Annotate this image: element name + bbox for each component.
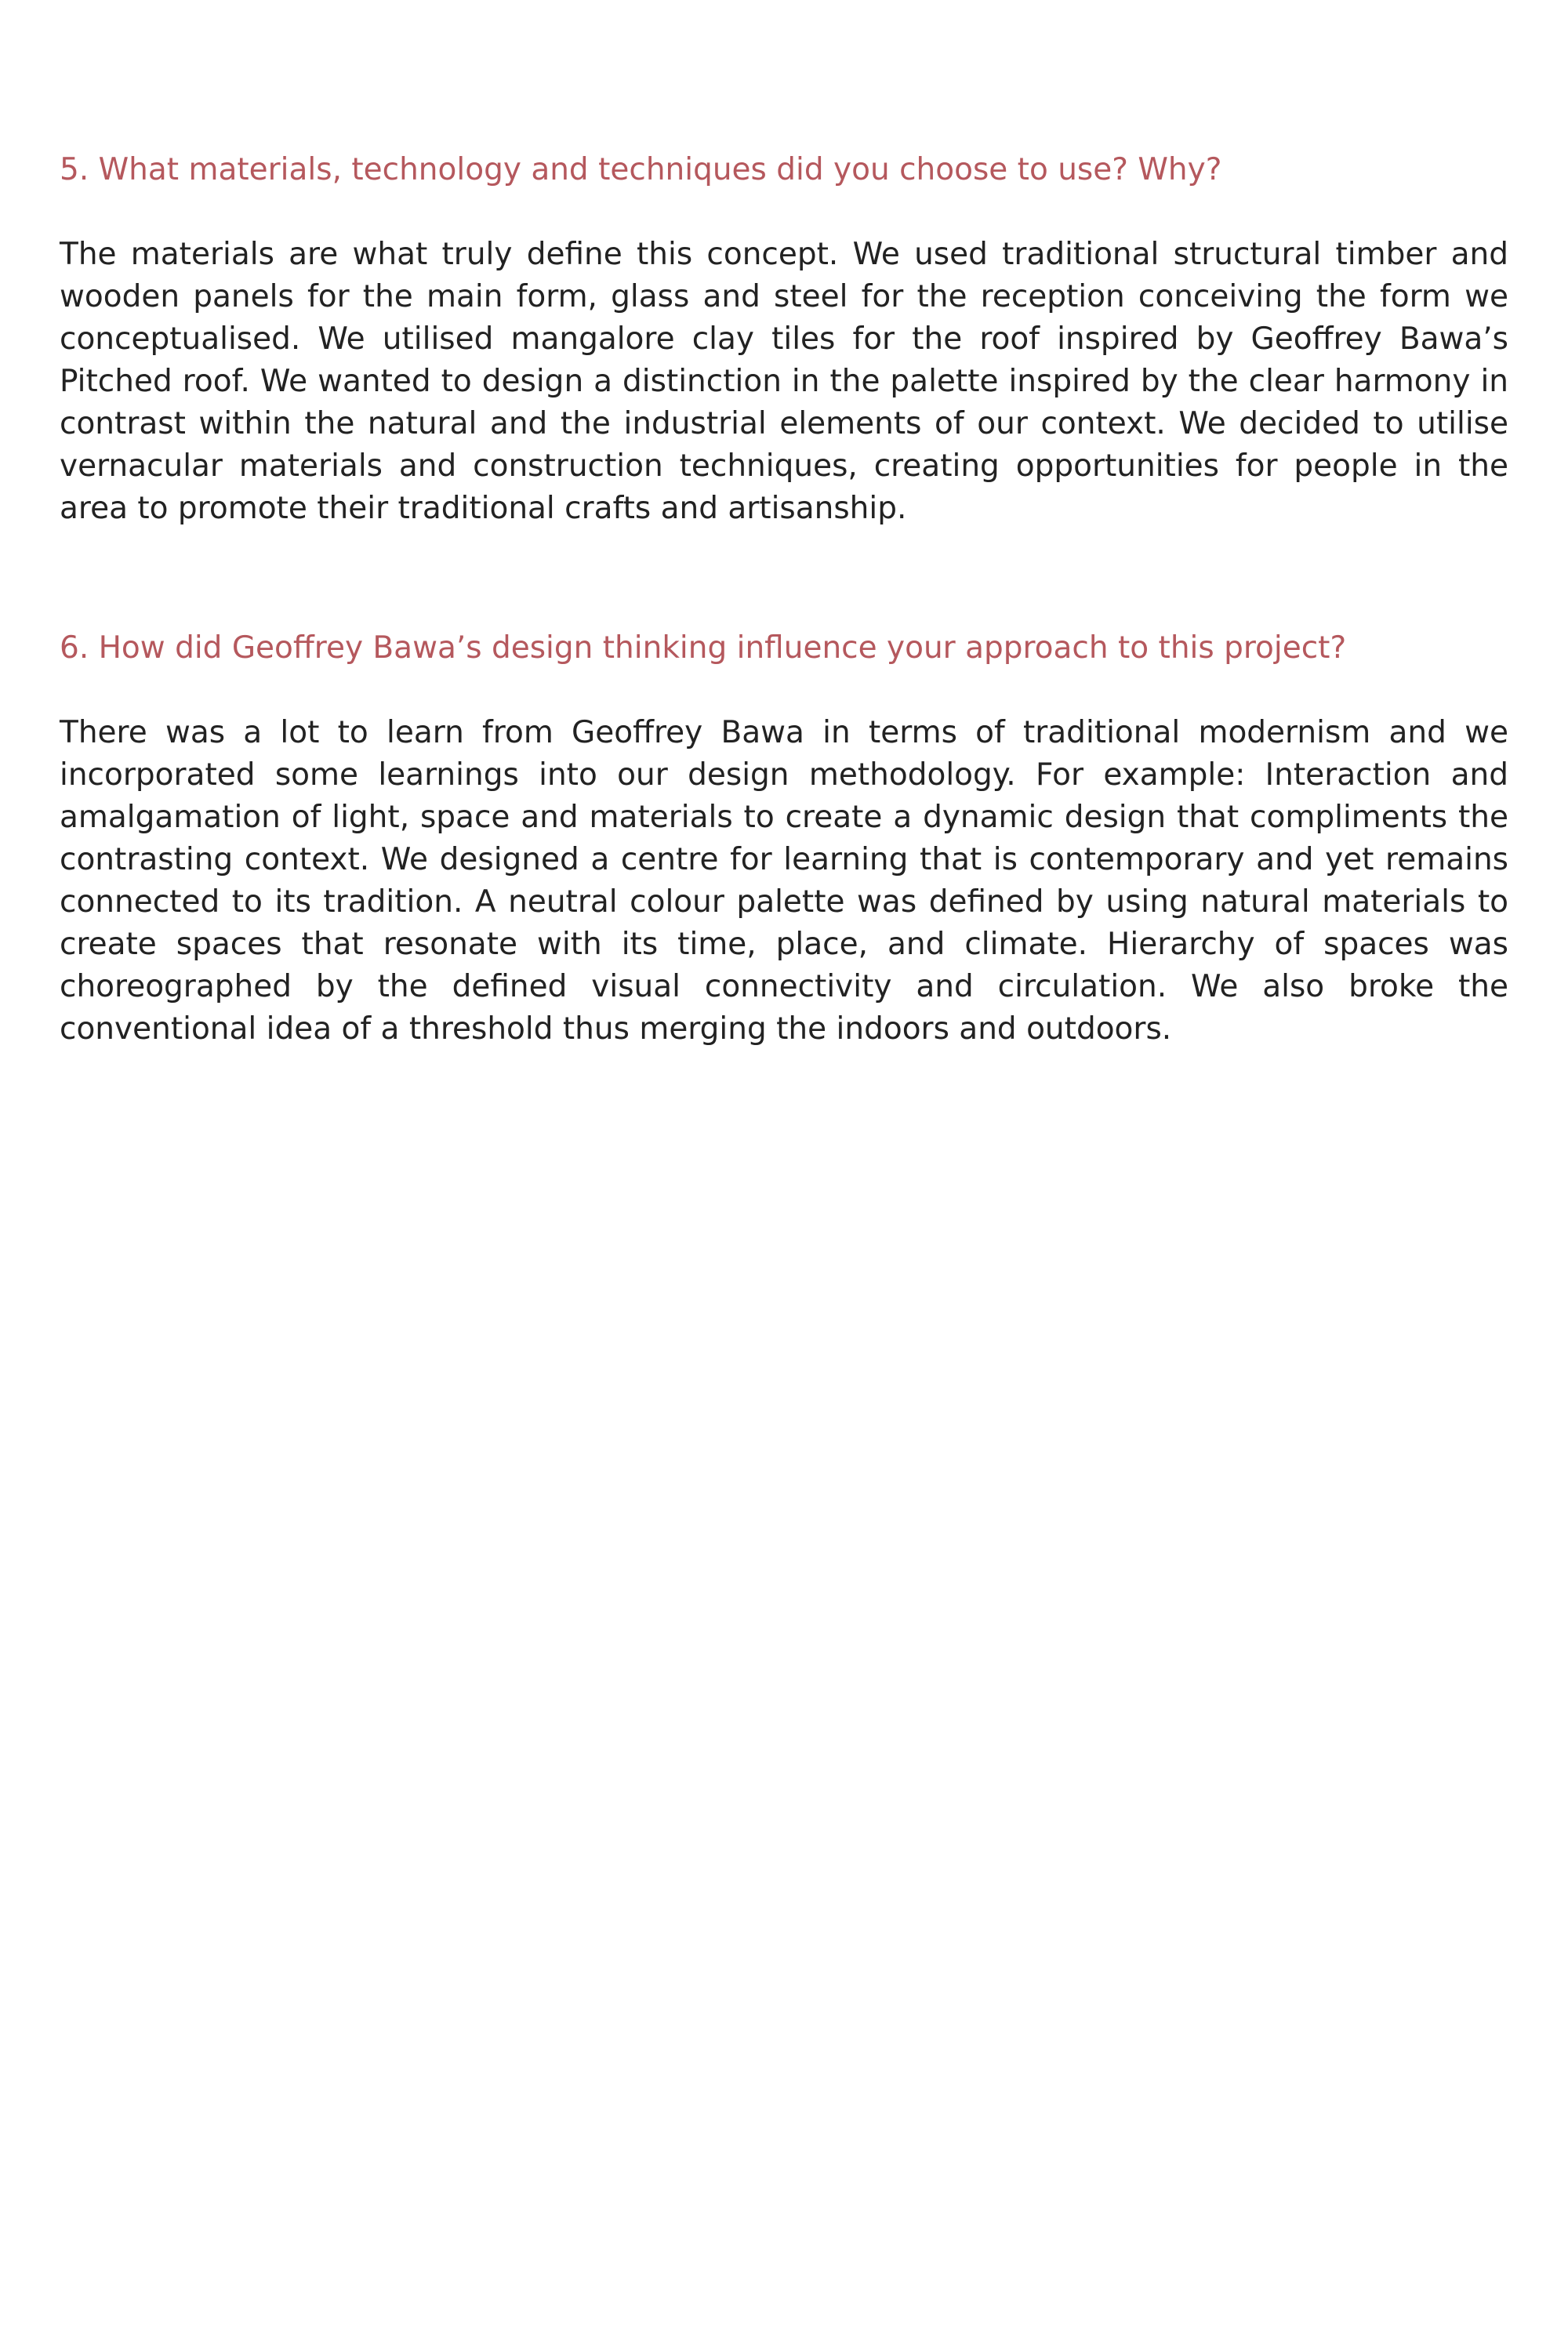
qa-section-5	[60, 149, 1508, 530]
question-heading: 6. How did Geoffrey Bawa’s design thinking influence your approach to this project?	[60, 630, 1347, 666]
answer-paragraph: The materials are what truly define this concept. We used traditional structural timber and wooden panels for the main form, glass and steel for the reception conceiving the form we conceptualised. We utilised mangalore clay tiles for the roof inspired by Geoffrey Bawa’s Pitched roof. We wanted to design a distinction in the palette inspired by the clear harmony in contrast within the natural and the industrial elements of our context. We decided to utilise vernacular materials and construction techniques, creating opportunities for people in the area to promote their traditional crafts and artisanship.	[60, 237, 1508, 526]
answer-paragraph: There was a lot to learn from Geoffrey Bawa in terms of traditional modernism and we incorporated some learnings into our design methodology. For example: Interaction and amalgamation of light, space and materials to create a dynamic design that compliments the contrasting context. We designed a centre for learning that is contemporary and yet remains connected to its tradition. A neutral colour palette was defined by using natural materials to create spaces that resonate with its time, place, and climate. Hierarchy of spaces was choreographed by the defined visual connectivity and circulation. We also broke the conventional idea of a threshold thus merging the indoors and outdoors.	[60, 715, 1508, 1047]
qa-section-6	[60, 627, 1508, 1051]
question-heading: 5. What materials, technology and techniques did you choose to use? Why?	[60, 152, 1222, 187]
